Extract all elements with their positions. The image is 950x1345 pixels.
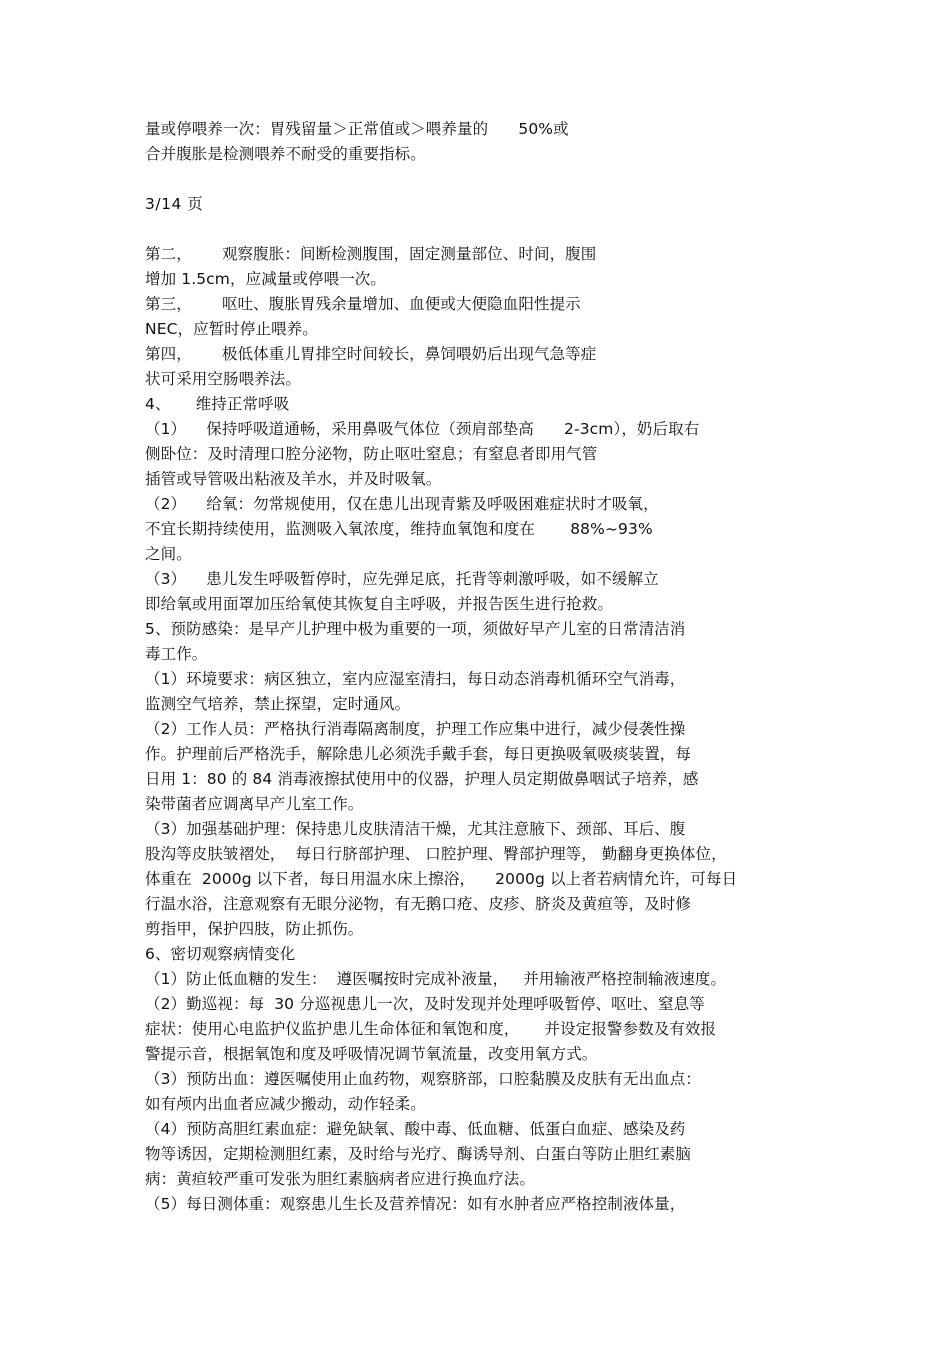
text-line: （2）勤巡视：每 30 分巡视患儿一次，及时发现并处理呼吸暂停、呕吐、窒息等 — [145, 995, 705, 1013]
text-line: 剪指甲，保护四肢，防止抓伤。 — [145, 920, 364, 938]
text-line: （3）预防出血：遵医嘱使用止血药物，观察脐部，口腔黏膜及皮肤有无出血点： — [145, 1070, 701, 1088]
text-line: 状可采用空肠喂养法。 — [145, 370, 302, 388]
text-line: 插管或导管吸出粘液及羊水，并及时吸氧。 — [145, 470, 442, 488]
page-number: 3/14 页 — [145, 195, 204, 213]
text-line: 警提示音，根据氧饱和度及呼吸情况调节氧流量，改变用氧方式。 — [145, 1045, 598, 1063]
section-heading: 4、 维持正常呼吸 — [145, 395, 290, 413]
text-line: （1）防止低血糖的发生： 遵医嘱按时完成补液量， 并用输液严格控制输液速度。 — [145, 970, 727, 988]
text-line: 第二， 观察腹胀：间断检测腹围，固定测量部位、时间，腹围 — [145, 245, 597, 263]
text-line: （1）环境要求：病区独立，室内应湿室清扫，每日动态消毒机循环空气消毒， — [145, 670, 686, 688]
text-line: （1） 保持呼吸道通畅，采用鼻吸气体位（颈肩部垫高 2-3cm），奶后取右 — [145, 420, 700, 438]
text-line: （4）预防高胆红素血症：避免缺氧、酸中毒、低血糖、低蛋白血症、感染及药 — [145, 1120, 686, 1138]
text-line: 日用 1：80 的 84 消毒液擦拭使用中的仪器，护理人员定期做鼻咽试子培养，感 — [145, 770, 699, 788]
text-line: 合并腹胀是检测喂养不耐受的重要指标。 — [145, 145, 426, 163]
text-line: （2）工作人员：严格执行消毒隔离制度，护理工作应集中进行，减少侵袭性操 — [145, 720, 686, 738]
text-line: 监测空气培养，禁止探望，定时通风。 — [145, 695, 411, 713]
text-line: 不宜长期持续使用，监测吸入氧浓度，维持血氧饱和度在 88%~93% — [145, 520, 653, 538]
text-line: 第三， 呕吐、腹胀胃残余量增加、血便或大便隐血阳性提示 — [145, 295, 581, 313]
text-line: 侧卧位：及时清理口腔分泌物，防止呕吐窒息；有窒息者即用气管 — [145, 445, 598, 463]
text-line: 增加 1.5cm，应减量或停喂一次。 — [145, 270, 386, 288]
text-line: 量或停喂养一次：胃残留量＞正常值或＞喂养量的 50%或 — [145, 120, 569, 138]
text-line: 染带菌者应调离早产儿室工作。 — [145, 795, 364, 813]
text-line: 作。护理前后严格洗手，解除患儿必须洗手戴手套，每日更换吸氧吸痰装置，每 — [145, 745, 692, 763]
text-line: （5）每日测体重：观察患儿生长及营养情况：如有水肿者应严格控制液体量， — [145, 1195, 686, 1213]
text-line: 即给氧或用面罩加压给氧使其恢复自主呼吸，并报告医生进行抢救。 — [145, 595, 614, 613]
section-heading: 5、预防感染：是早产儿护理中极为重要的一项，须做好早产儿室的日常清洁消 — [145, 620, 686, 638]
section-heading: 6、密切观察病情变化 — [145, 945, 296, 963]
text-line: 第四， 极低体重儿胃排空时间较长，鼻饲喂奶后出现气急等症 — [145, 345, 597, 363]
text-line: 行温水浴，注意观察有无眼分泌物，有无鹅口疮、皮疹、脐炎及黄疸等，及时修 — [145, 895, 692, 913]
text-line: （3）加强基础护理：保持患儿皮肤清洁干燥，尤其注意腋下、颈部、耳后、腹 — [145, 820, 686, 838]
text-line: （2） 给氧：勿常规使用，仅在患儿出现青紫及呼吸困难症状时才吸氧， — [145, 495, 659, 513]
text-line: 症状：使用心电监护仪监护患儿生命体征和氧饱和度， 并设定报警参数及有效报 — [145, 1020, 717, 1038]
text-line: （3） 患儿发生呼吸暂停时，应先弹足底，托背等刺激呼吸，如不缓解立 — [145, 570, 659, 588]
text-line: 病：黄疸较严重可发张为胆红素脑病者应进行换血疗法。 — [145, 1170, 536, 1188]
text-line: NEC，应暂时停止喂养。 — [145, 320, 318, 338]
text-line: 毒工作。 — [145, 645, 208, 663]
text-line: 物等诱因，定期检测胆红素，及时给与光疗、酶诱导剂、白蛋白等防止胆红素脑 — [145, 1145, 692, 1163]
text-line: 之间。 — [145, 545, 192, 563]
text-line: 股沟等皮肤皱褶处， 每日行脐部护理、 口腔护理、臀部护理等， 勤翻身更换体位， — [145, 845, 727, 863]
text-line: 如有颅内出血者应减少搬动，动作轻柔。 — [145, 1095, 426, 1113]
text-line: 体重在 2000g 以下者，每日用温水床上擦浴， 2000g 以上者若病情允许，可每日 — [145, 870, 738, 888]
